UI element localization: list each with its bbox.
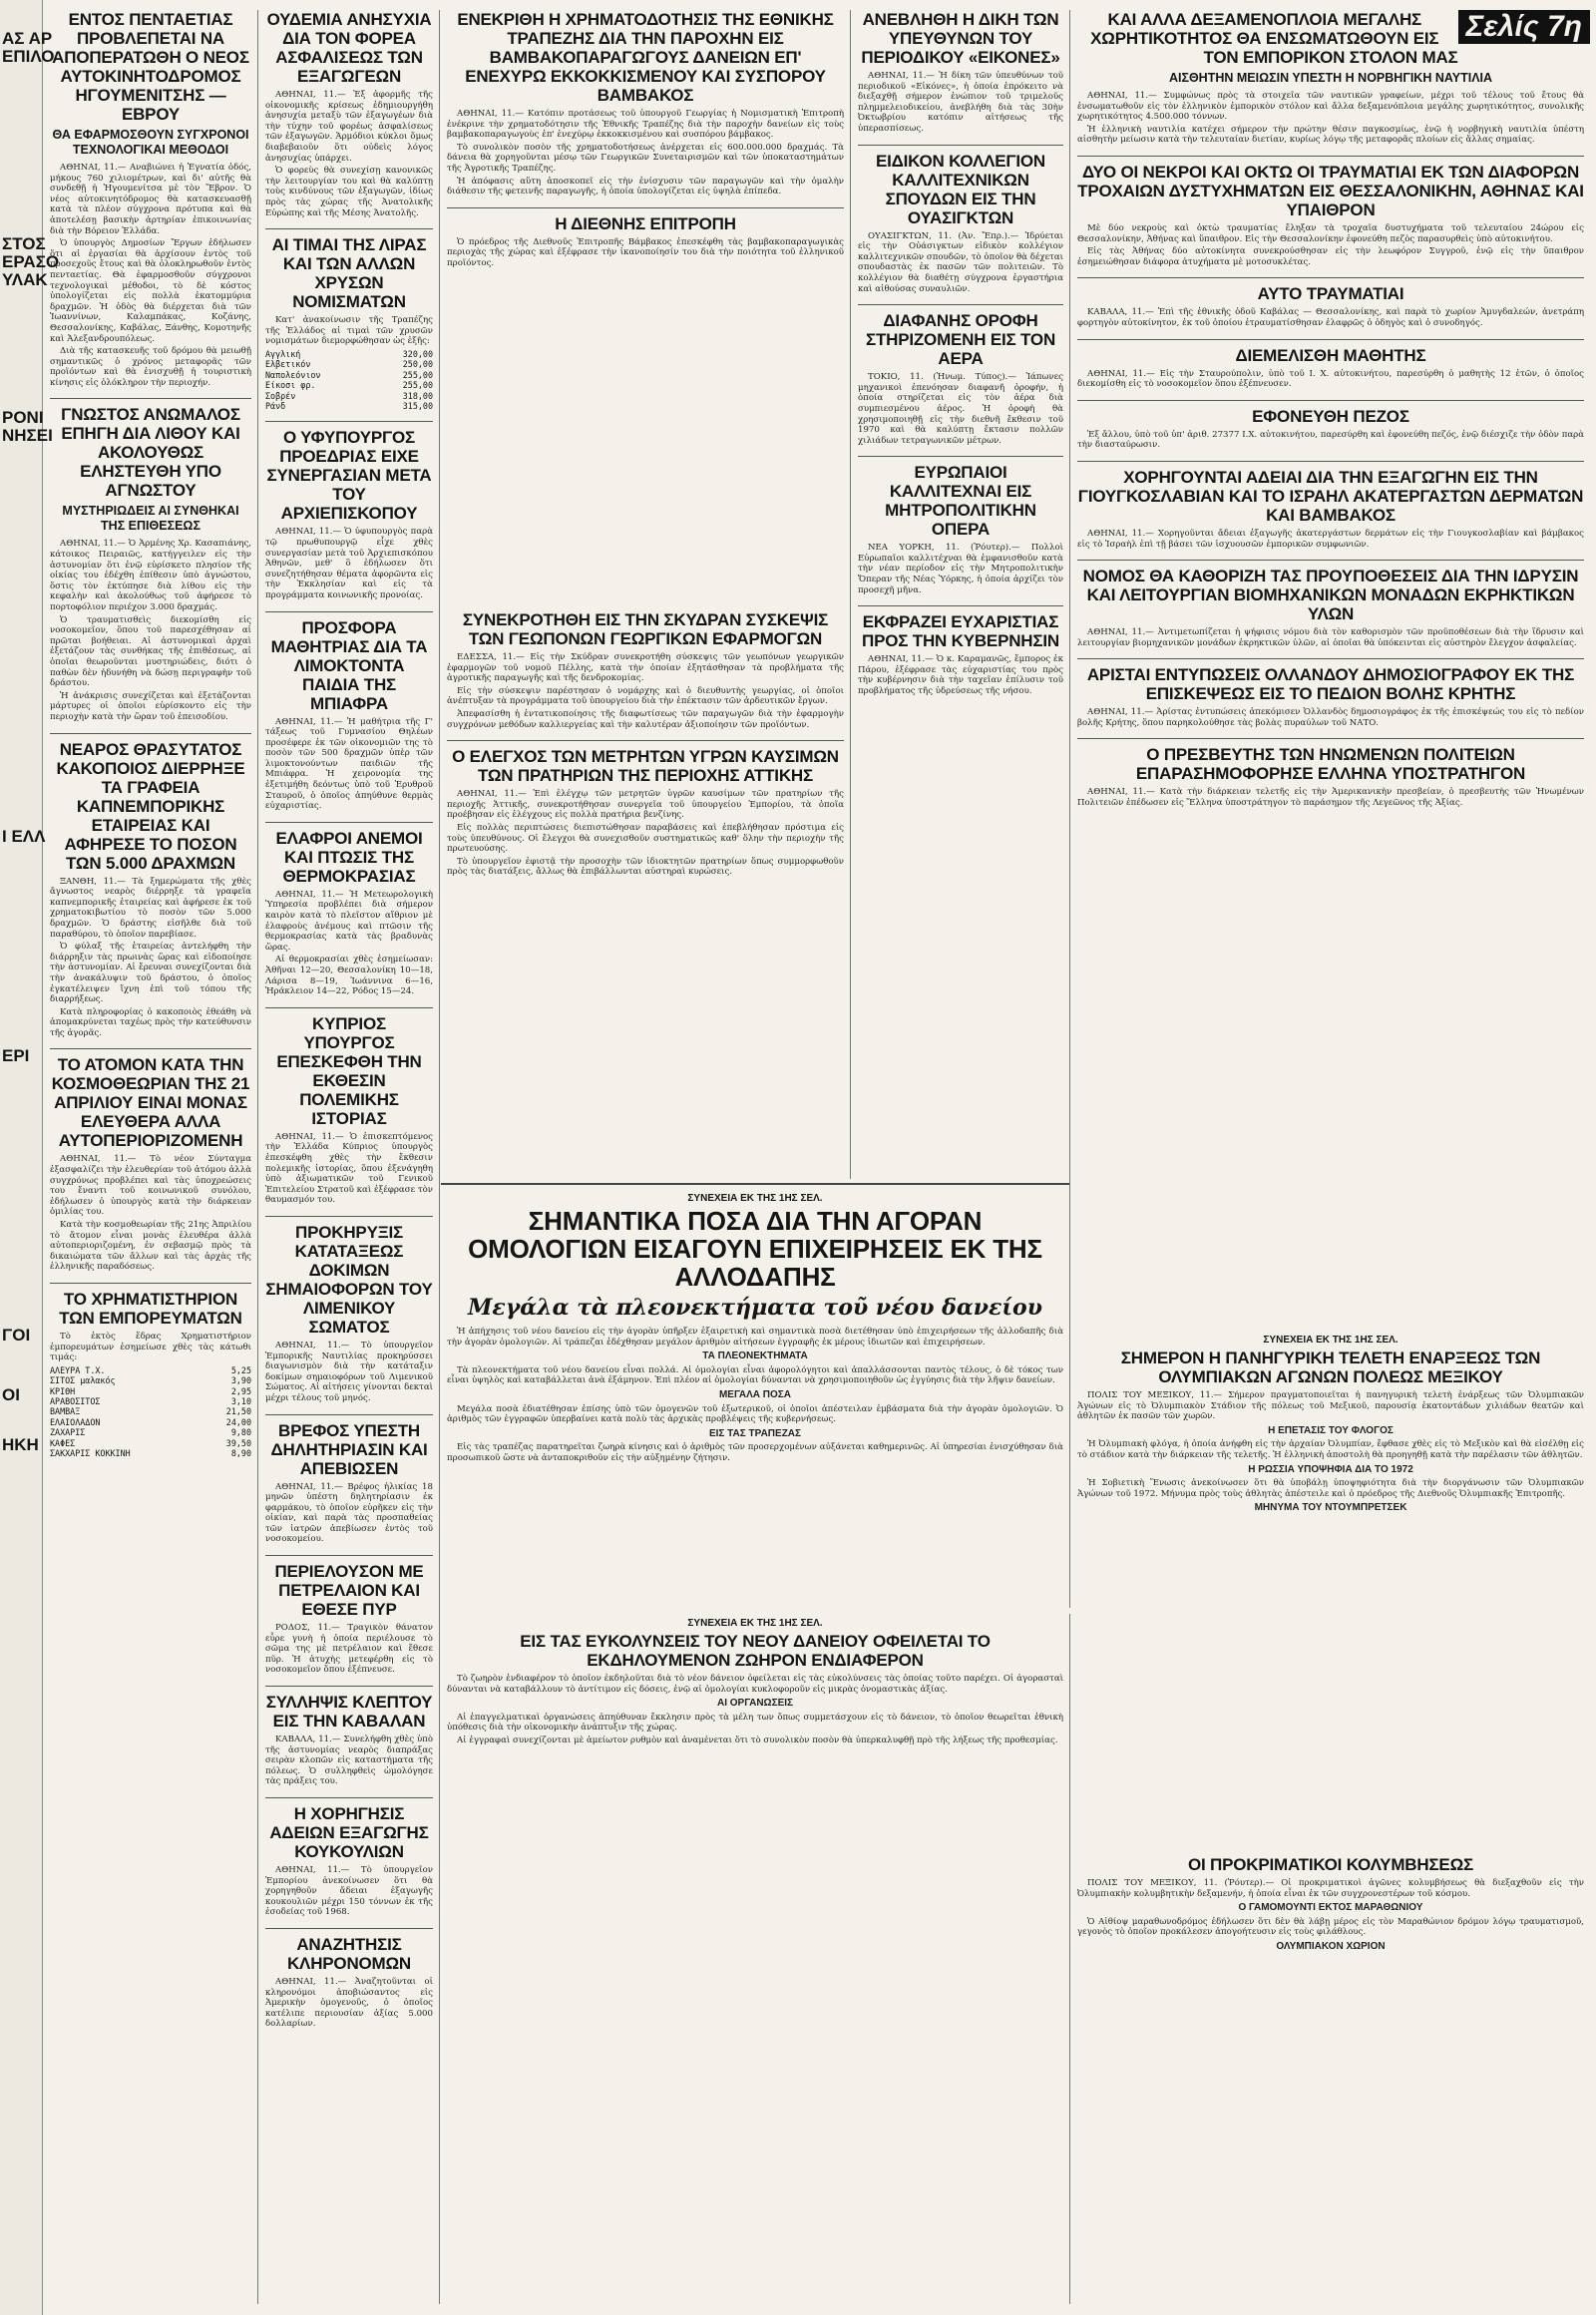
- rate-name: Ράνδ: [265, 400, 286, 411]
- section-heading: ΜΕΓΑΛΑ ΠΟΣΑ: [718, 1388, 792, 1400]
- article: [447, 740, 844, 878]
- article-paragraph: Τὸ ἐκτὸς ἕδρας Χρηματιστήριον ἐμπορευμάτων ἐσημείωσε χθὲς τὰς κάτωθι τιμάς:: [50, 1332, 251, 1363]
- article-paragraph: Μεγάλα ποσὰ ἐδιατέθησαν ἐπίσης ὑπὸ τῶν ὁμογενῶν τοῦ ἐξωτερικοῦ, οἱ ὁποῖοι ἀπέστειλαν ἐμβάσματα διὰ τὴν ἀγορὰν ὁμολογιῶν. Ὁ ἀριθμὸς τῶν ἐγγραφῶν ὑπερβαίνει κατὰ πολὺ τὰς ἀρχικὰς προβλέψεις τῆς κυβερνήσεως.: [447, 1403, 1063, 1425]
- rate-row: [50, 1417, 251, 1427]
- article-paragraph: ΑΘΗΝΑΙ, 11.— Τὸ ὑπουργεῖον Ἐμπορίου ἀνεκοίνωσεν ὅτι θὰ χορηγηθοῦν ἄδειαι ἐξαγωγῆς κουκουλιῶν μέχρι 150 τόννων ἐκ τῆς ἐσοδείας τοῦ 1968.: [265, 1865, 433, 1918]
- article-paragraph: ΞΑΝΘΗ, 11.— Τὰ ξημερώματα τῆς χθὲς ἄγνωστος νεαρὸς διέρρηξε τὰ γραφεῖα καπνεμπορικῆς ἑταιρείας καὶ ἀφήρεσε ἐκ τοῦ χρηματοκιβωτίου τὸ ποσὸν τῶν 5.000 δραχμῶν. Ὁ δράστης εἰσῆλθε διὰ τοῦ παραθύρου, τὸ ὁποῖον παρεβίασε.: [50, 876, 251, 940]
- article-subhead: ΘΑ ΕΦΑΡΜΟΣΘΟΥΝ ΣΥΓΧΡΟΝΟΙ ΤΕΧΝΟΛΟΓΙΚΑΙ ΜΕΘΟΔΟΙ: [52, 128, 249, 157]
- article: [50, 1283, 251, 1458]
- page-number-brand: Σελίς 7η: [1458, 10, 1590, 44]
- article-body: [1077, 1390, 1584, 1514]
- rate-name: Ελβετικόν: [265, 359, 311, 370]
- section-heading: Η ΕΠΕΤΑΣΙΣ ΤΟΥ ΦΛΟΓΟΣ: [1268, 1424, 1394, 1436]
- rate-value: 2,95: [230, 1385, 251, 1396]
- article-body: [265, 1623, 433, 1676]
- article-paragraph: Τὰ πλεονεκτήματα τοῦ νέου δανείου εἶναι πολλά. Αἱ ὁμολογίαι εἶναι ἀφορολόγητοι καὶ ἀπαλλάσσονται παντὸς τέλους, ὁ δὲ τόκος των εἶναι ὑψηλὸς καὶ καταβάλλεται ἀνὰ ἑξάμηνον. Ἐπὶ πλέον αἱ ὁμολογίαι δύνανται νὰ χρησιμοποιηθοῦν ὡς ἐγγύησις διὰ τὴν λῆψιν δανείων.: [447, 1364, 1063, 1386]
- article-body: [447, 109, 844, 197]
- edge-fragment: ΣΤΟΣ: [2, 234, 46, 253]
- article-body: [447, 652, 844, 730]
- article-body: [1077, 91, 1584, 146]
- article-headline: ΕΛΑΦΡΟΙ ΑΝΕΜΟΙ ΚΑΙ ΠΤΩΣΙΣ ΤΗΣ ΘΕΡΜΟΚΡΑΣΙΑΣ: [275, 828, 423, 886]
- article-headline: ΣΗΜΑΝΤΙΚΑ ΠΟΣΑ ΔΙΑ ΤΗΝ ΑΓΟΡΑΝ ΟΜΟΛΟΓΙΩΝ ΕΙΣΑΓΟΥΝ ΕΠΙΧΕΙΡΗΣΕΙΣ ΕΚ ΤΗΣ ΑΛΛΟΔΑΠΗΣ: [468, 1206, 1042, 1292]
- rate-value: 9,80: [230, 1427, 251, 1438]
- article-paragraph: ΑΘΗΝΑΙ, 11.— Εἰς τὴν Σταυρούπολιν, ὑπὸ τοῦ Ι. Χ. αὐτοκινήτου, παρεσύρθη ὁ μαθητὴς 12 ἐτῶν, ὁ ὁποῖος διεκομίσθη εἰς τὸ νοσοκομεῖον ὅπου ἐξέπνευσεν.: [1077, 368, 1584, 390]
- article: [858, 145, 1063, 295]
- article-paragraph: Ἡ Σοβιετικὴ Ἕνωσις ἀνεκοίνωσεν ὅτι θὰ ὑποβάλῃ ὑποψηφιότητα διὰ τὴν διοργάνωσιν τῶν Ὀλυμπιακῶν Ἀγώνων τοῦ 1972. Μήνυμα πρὸς τοὺς ἀθλητὰς ἀπέστειλε καὶ ὁ πρόεδρος τῆς Διεθνοῦς Ὀλυμπιακῆς Ἐπιτροπῆς.: [1077, 1478, 1584, 1499]
- section-heading: Ο ΓΑΜΟΜΟΥΝΤΙ ΕΚΤΟΣ ΜΑΡΑΘΩΝΙΟΥ: [1238, 1902, 1423, 1914]
- rate-row: [50, 1386, 251, 1396]
- article-paragraph: Ὁ Αἰθίοψ μαραθωνοδρόμος ἐδήλωσεν ὅτι δὲν θὰ λάβῃ μέρος εἰς τὸν Μαραθώνιον δρόμον λόγῳ τραυματισμοῦ, γεγονὸς τὸ ὁποῖον προκάλεσεν ἀπογοήτευσιν εἰς τοὺς φιλάθλους.: [1077, 1916, 1584, 1938]
- article: [265, 1216, 433, 1404]
- article-headline: ΚΑΙ ΑΛΛΑ ΔΕΞΑΜΕΝΟΠΛΟΙΑ ΜΕΓΑΛΗΣ ΧΩΡΗΤΙΚΟΤΗΤΟΣ ΘΑ ΕΝΣΩΜΑΤΩΘΟΥΝ ΕΙΣ ΤΟΝ ΕΜΠΟΡΙΚΟΝ ΣΤΟΛΟΝ ΜΑΣ: [1090, 10, 1458, 67]
- article-paragraph: ΑΘΗΝΑΙ, 11.— Κατόπιν προτάσεως τοῦ ὑπουργοῦ Γεωργίας ἡ Νομισματικὴ Ἐπιτροπὴ ἐνέκρινε τὴν χρηματοδότησιν τῆς Ἐθνικῆς Τραπέζης διὰ τὴν παροχὴν δανείων εἰς τοὺς βαμβακοπαραγωγοὺς ἐπ' ἐνεχύρῳ ἐκκοκκισμένου καὶ συσπόρου βάμβακος.: [447, 109, 844, 141]
- article-paragraph: Ἡ ἑλληνικὴ ναυτιλία κατέχει σήμερον τὴν πρώτην θέσιν παγκοσμίως, ἐνῷ ἡ νορβηγικὴ ναυτιλία ὑπέστη αἰσθητὴν μείωσιν κατὰ τὴν τελευταίαν διετίαν, κυρίως λόγῳ τῆς μεταφορᾶς πλοίων εἰς ἄλλας σημαίας.: [1077, 124, 1584, 146]
- rate-row: [265, 391, 433, 401]
- rate-value: 315,00: [402, 400, 433, 411]
- article: [447, 207, 844, 269]
- rate-name: ΑΛΕΥΡΑ Τ.Χ.: [50, 1364, 106, 1375]
- article: [1077, 339, 1584, 390]
- rate-value: 255,00: [402, 380, 433, 391]
- article-paragraph: Ὁ ὑπουργὸς Δημοσίων Ἔργων ἐδήλωσεν ὅτι αἱ ἐργασίαι θὰ ἀρχίσουν ἐντὸς τοῦ προσεχοῦς ἔτους καὶ θὰ ὁλοκληρωθοῦν ἐντὸς πενταετίας. Θὰ ἐφαρμοσθοῦν σύγχρονοι τεχνολογικαὶ μέθοδοι, τὸ δὲ κόστος ὑπολογίζεται εἰς πολλὰ ἑκατομμύρια δραχμῶν. Ἡ ὁδὸς θὰ διέρχεται διὰ τῶν Ἰωαννίνων, Καλαμπάκας, Κοζάνης, Θεσσαλονίκης, Καβάλας, Ξάνθης, Κομοτηνῆς καὶ Ἀλεξανδρουπόλεως.: [50, 238, 251, 344]
- edge-fragment: Ι ΕΛΛ: [2, 827, 46, 846]
- article-paragraph: ΚΑΒΑΛΑ, 11.— Ἐπὶ τῆς ἐθνικῆς ὁδοῦ Καβάλας — Θεσσαλονίκης, καὶ παρὰ τὸ χωρίον Ἀμυγδαλεών, ἀνετράπη φορτηγὸν αὐτοκίνητον, ἐκ τοῦ ὁποίου ἐτραυματίσθησαν ἐλαφρῶς ὁ ὁδηγὸς καὶ ὁ συνοδηγός.: [1077, 307, 1584, 328]
- article-body: [1077, 430, 1584, 451]
- rate-value: 318,00: [402, 390, 433, 401]
- column-5-upper: [852, 10, 1070, 1189]
- article-body: [1077, 223, 1584, 267]
- article-headline: ΝΟΜΟΣ ΘΑ ΚΑΘΟΡΙΖΗ ΤΑΣ ΠΡΟΥΠΟΘΕΣΕΙΣ ΔΙΑ ΤΗΝ ΙΔΡΥΣΙΝ ΚΑΙ ΛΕΙΤΟΥΡΓΙΑΝ ΒΙΟΜΗΧΑΝΙΚΩΝ ΜΟΝΑΔΩΝ ΕΚΡΗΚΤΙΚΩΝ ΥΛΩΝ: [1082, 567, 1579, 624]
- article-paragraph: Αἱ ἐπαγγελματικαὶ ὀργανώσεις ἀπηύθυναν ἔκκλησιν πρὸς τὰ μέλη των ὅπως συμμετάσχουν εἰς τὸ δάνειον, τὸ ὁποῖον θεωρεῖται ἐθνικὴ ὑπόθεσις διὰ τὴν οἰκονομικὴν ἀνάπτυξιν τῆς χώρας.: [447, 1712, 1063, 1734]
- article-body: [265, 90, 433, 218]
- article-headline: ΕΦΟΝΕΥΘΗ ΠΕΖΟΣ: [1252, 406, 1409, 426]
- article-paragraph: Διὰ τῆς κατασκευῆς τοῦ δρόμου θὰ μειωθῇ σημαντικῶς ὁ χρόνος μεταφορᾶς τῶν προϊόντων καὶ θὰ ἐνισχυθῇ ἡ τουριστικὴ κίνησις εἰς ὁλόκληρον τὴν περιοχήν.: [50, 346, 251, 388]
- article-body: [1077, 529, 1584, 550]
- article-body: [50, 539, 251, 722]
- article-body: [265, 527, 433, 600]
- article-body: [858, 231, 1063, 295]
- column-3-4-lower: [441, 610, 851, 1179]
- article-body: [265, 1132, 433, 1206]
- article-body: [50, 877, 251, 1039]
- edge-fragment: ΟΙ: [2, 1385, 20, 1404]
- article-headline: ΝΕΑΡΟΣ ΘΡΑΣΥΤΑΤΟΣ ΚΑΚΟΠΟΙΟΣ ΔΙΕΡΡΗΞΕ ΤΑ ΓΡΑΦΕΙΑ ΚΑΠΝΕΜΠΟΡΙΚΗΣ ΕΤΑΙΡΕΙΑΣ ΚΑΙ ΑΦΗΡΕΣΕ ΤΟ ΠΟΣΟΝ ΤΩΝ 5.000 ΔΡΑΧΜΩΝ: [56, 739, 245, 873]
- article-paragraph: Ὁ φορεὺς θὰ συνεχίσῃ κανονικῶς τὴν λειτουργίαν του καὶ θὰ καλύπτῃ τοὺς κινδύνους τῶν ἐξαγωγῶν, ἰδίως πρὸς τὰς χώρας τῆς Ἀνατολικῆς Εὐρώπης καὶ τῆς Μέσης Ἀνατολῆς.: [265, 166, 433, 218]
- rate-value: 8,90: [230, 1448, 251, 1459]
- article-body: [1077, 627, 1584, 648]
- rate-name: ΣΙΤΟΣ μαλακός: [50, 1375, 116, 1386]
- column-1: [44, 10, 258, 2304]
- article: [265, 1928, 433, 2030]
- article: [1077, 400, 1584, 451]
- article: [265, 822, 433, 997]
- article-body: [50, 1332, 251, 1363]
- section-heading: Η ΡΩΣΣΙΑ ΥΠΟΨΗΦΙΑ ΔΙΑ ΤΟ 1972: [1248, 1463, 1413, 1475]
- edge-fragment: ΡΟΝΙ: [2, 408, 44, 427]
- article-paragraph: ΑΘΗΝΑΙ, 11.— Ἡ δίκη τῶν ὑπευθύνων τοῦ περιοδικοῦ «Εἰκόνες», ἡ ὁποία ἐπρόκειτο νὰ διεξαχθῇ σήμερον ἐνώπιον τοῦ τριμελοῦς πλημμελειοδικείου, ἀνεβλήθη διὰ τὰς 30ὴν Ὀκτωβρίου κατόπιν αἰτήσεως τῆς ὑπερασπίσεως.: [858, 71, 1063, 134]
- section-heading: ΤΑ ΠΛΕΟΝΕΚΤΗΜΑΤΑ: [702, 1350, 808, 1362]
- article-headline: ΑΙ ΤΙΜΑΙ ΤΗΣ ΛΙΡΑΣ ΚΑΙ ΤΩΝ ΑΛΛΩΝ ΧΡΥΣΩΝ ΝΟΜΙΣΜΑΤΩΝ: [271, 235, 427, 312]
- rate-value: 255,00: [402, 369, 433, 380]
- article-paragraph: ΤΟΚΙΟ, 11. (Ἠνωμ. Τύπος).— Ἰάπωνες μηχανικοὶ ἐπενόησαν διαφανῆ ὀροφήν, ἡ ὁποία στηρίζεται εἰς τὸν ἀέρα διὰ συμπιεσμένου ἀέρος. Ἡ ὀροφὴ θὰ χρησιμοποιηθῇ εἰς τὴν διεθνῆ ἔκθεσιν τοῦ 1970 καὶ θὰ καλύπτῃ ἔκτασιν πολλῶν χιλιάδων τετραγωνικῶν μέτρων.: [858, 372, 1063, 446]
- article: [858, 456, 1063, 595]
- rate-name: ΕΛΑΙΟΛΑΔΟΝ: [50, 1416, 101, 1427]
- column-3-4-upper: [441, 10, 851, 610]
- section-heading: ΜΗΝΥΜΑ ΤΟΥ ΝΤΟΥΜΠΡΕΤΣΕΚ: [1254, 1502, 1407, 1514]
- article-paragraph: Ὁ τραυματισθεὶς διεκομίσθη εἰς νοσοκομεῖον, ὅπου τοῦ παρεσχέθησαν αἱ πρῶται βοήθειαι. Αἱ ἀστυνομικαὶ ἀρχαὶ ἐξετάζουν τὰς συνθήκας τῆς ἐπιθέσεως, αἱ ὁποῖαι θεωροῦνται μυστηριώδεις, διότι ὁ παθὼν δὲν ἠδυνήθη νὰ δώσῃ περιγραφὴν τοῦ δράστου.: [50, 614, 251, 689]
- article: [1077, 1335, 1584, 1514]
- article-headline: ΕΙΣ ΤΑΣ ΕΥΚΟΛΥΝΣΕΙΣ ΤΟΥ ΝΕΟΥ ΔΑΝΕΙΟΥ ΟΦΕΙΛΕΤΑΙ ΤΟ ΕΚΔΗΛΟΥΜΕΝΟΝ ΖΩΗΡΟΝ ΕΝΔΙΑΦΕΡΟΝ: [520, 1632, 991, 1670]
- article-headline: ΤΟ ΑΤΟΜΟΝ ΚΑΤΑ ΤΗΝ ΚΟΣΜΟΘΕΩΡΙΑΝ ΤΗΣ 21 ΑΠΡΙΛΙΟΥ ΕΙΝΑΙ ΜΟΝΑΣ ΕΛΕΥΘΕΡΑ ΑΛΛΑ ΑΥΤΟΠΕΡΙΟΡΙΖΟΜΕΝΗ: [51, 1055, 250, 1151]
- column-6: [1071, 10, 1590, 1327]
- article-paragraph: Εἰς τὴν σύσκεψιν παρέστησαν ὁ νομάρχης καὶ ὁ διευθυντὴς γεωργίας, οἱ ὁποῖοι ἀνέπτυξαν τὰ προγράμματα τοῦ ὑπουργείου διὰ τὴν ἐπέκτασιν τῶν ἀρδευτικῶν ἔργων.: [447, 685, 844, 707]
- section-heading: ΟΛΥΜΠΙΑΚΟΝ ΧΩΡΙΟΝ: [1276, 1940, 1386, 1952]
- article: [50, 398, 251, 722]
- story-loan-interest: [441, 1614, 1070, 2304]
- article-headline: ΠΡΟΚΗΡΥΞΙΣ ΚΑΤΑΤΑΞΕΩΣ ΔΟΚΙΜΩΝ ΣΗΜΑΙΟΦΟΡΩΝ ΤΟΥ ΛΙΜΕΝΙΚΟΥ ΣΩΜΑΤΟΣ: [265, 1222, 433, 1337]
- article-paragraph: ΑΘΗΝΑΙ, 11.— Ὁ ὑφυπουργὸς παρὰ τῷ πρωθυπουργῷ εἶχε χθὲς συνεργασίαν μετὰ τοῦ Ἀρχιεπισκόπου Ἀθηνῶν, μεθ' ὃ ἐδήλωσεν ὅτι συνεζητήθησαν θέματα ἀφορῶντα εἰς τὴν Ἐκκλησίαν καὶ εἰς τὰ προγράμματα κοινωνικῆς προνοίας.: [265, 527, 433, 600]
- edge-fragment: ΝΗΣΕΙ: [2, 426, 53, 445]
- rate-value: 21,50: [225, 1406, 251, 1417]
- article-dateline: ΣΥΝΕΧΕΙΑ ΕΚ ΤΗΣ 1ΗΣ ΣΕΛ.: [1263, 1335, 1398, 1346]
- story-olympics: [1071, 1331, 1590, 1849]
- edge-fragment: ΕΡΙ: [2, 1046, 30, 1065]
- article-body: [858, 654, 1063, 696]
- article-body: [50, 163, 251, 388]
- wide-story-loans: [441, 1183, 1069, 1185]
- article-headline: ΣΗΜΕΡΟΝ Η ΠΑΝΗΓΥΡΙΚΗ ΤΕΛΕΤΗ ΕΝΑΡΞΕΩΣ ΤΩΝ ΟΛΥΜΠΙΑΚΩΝ ΑΓΩΝΩΝ ΠΟΛΕΩΣ ΜΕΞΙΚΟΥ: [1120, 1349, 1541, 1386]
- article-body: [858, 372, 1063, 446]
- article-dateline: ΣΥΝΕΧΕΙΑ ΕΚ ΤΗΣ 1ΗΣ ΣΕΛ.: [687, 1193, 823, 1204]
- edge-fragment: ΕΡΑΣΟ: [2, 252, 60, 271]
- article-headline: ΑΝΕΒΛΗΘΗ Η ΔΙΚΗ ΤΩΝ ΥΠΕΥΘΥΝΩΝ ΤΟΥ ΠΕΡΙΟΔΙΚΟΥ «ΕΙΚΟΝΕΣ»: [861, 10, 1060, 67]
- edge-fragment: ΕΠΙΛΟ: [2, 47, 55, 66]
- rate-row: [50, 1365, 251, 1375]
- section-heading: ΑΙ ΟΡΓΑΝΩΣΕΙΣ: [716, 1698, 794, 1710]
- article: [50, 733, 251, 1039]
- rate-table: [265, 349, 433, 411]
- rate-name: Αγγλική: [265, 348, 301, 359]
- article-body: [1077, 787, 1584, 808]
- article-headline: ΕΝΤΟΣ ΠΕΝΤΑΕΤΙΑΣ ΠΡΟΒΛΕΠΕΤΑΙ ΝΑ ΑΠΟΠΕΡΑΤΩΘΗ Ο ΝΕΟΣ ΑΥΤΟΚΙΝΗΤΟΔΡΟΜΟΣ ΗΓΟΥΜΕΝΙΤΣΗΣ — ΕΒΡΟΥ: [52, 10, 249, 124]
- rate-value: 24,00: [225, 1416, 251, 1427]
- article-paragraph: Ἐξ ἄλλου, ὑπὸ τοῦ ὑπ' ἀριθ. 27377 Ι.Χ. αὐτοκινήτου, παρεσύρθη καὶ ἐφονεύθη πεζός, ἐνῷ διέσχιζε τὴν ὁδὸν παρὰ τὴν διασταύρωσιν.: [1077, 429, 1584, 451]
- article-paragraph: ΑΘΗΝΑΙ, 11.— Ὁ Ἀρμένης Χρ. Κασαπιάνης, κάτοικος Πειραιῶς, κατήγγειλεν εἰς τὴν ἀστυνομίαν ὅτι ἐνῷ εὑρίσκετο πλησίον τῆς οἰκίας του ἐδέχθη ἐπίθεσιν ὑπὸ ἀγνώστου, ὅστις τὸν ἐκτύπησε διὰ λίθου εἰς τὴν κεφαλὴν καὶ ἀκολούθως τοῦ ἀφήρεσε τὸ πορτοφόλιον περιέχον 3.000 δραχμάς.: [50, 539, 251, 613]
- article-paragraph: Κατὰ τὴν κοσμοθεωρίαν τῆς 21ης Ἀπριλίου τὸ ἄτομον εἶναι μονὰς ἐλευθέρα ἀλλὰ αὐτοπεριοριζομένη, ἐν σεβασμῷ πρὸς τὰ δικαιώματα τῶν ἄλλων καὶ τὰς ἀρχὰς τῆς ἑλληνικῆς παραδόσεως.: [50, 1220, 251, 1273]
- article: [447, 1618, 1063, 1746]
- article: [1077, 277, 1584, 328]
- article: [1077, 156, 1584, 267]
- article-paragraph: ΑΘΗΝΑΙ, 11.— Ἀντιμετωπίζεται ἡ ψήφισις νόμου διὰ τὸν καθορισμὸν τῶν προϋποθέσεων διὰ τὴν ἵδρυσιν καὶ λειτουργίαν βιομηχανικῶν μονάδων ἐκρηκτικῶν ὑλῶν, αἱ ὁποῖαι θὰ ὑπόκεινται εἰς αὐστηρὸν ἔλεγχον ἀσφαλείας.: [1077, 627, 1584, 648]
- article-paragraph: Εἰς τὰς Ἀθήνας δύο αὐτοκίνητα συνεκρούσθησαν εἰς τὴν λεωφόρον Συγγροῦ, ἐνῷ εἰς τὴν ὕπαιθρον ἐσημειώθησαν διάφορα ἀτυχήματα μὲ μοτοσυκλέτας.: [1077, 246, 1584, 267]
- article-paragraph: ΑΘΗΝΑΙ, 11.— Ἡ μαθήτρια τῆς Γ' τάξεως τοῦ Γυμνασίου Θηλέων προσέφερε ἐκ τῶν οἰκονομιῶν της τὸ ποσὸν τῶν 500 δραχμῶν ὑπὲρ τῶν λιμοκτονούντων παιδιῶν τῆς Μπιάφρα. Ἡ χειρονομία της ἐξετιμήθη δεόντως ὑπὸ τοῦ Ἐρυθροῦ Σταυροῦ, ὁ ὁποῖος ἀπηύθυνε θερμὰς εὐχαριστίας.: [265, 716, 433, 812]
- rate-name: ΚΡΙΘΗ: [50, 1385, 76, 1396]
- article-body: [265, 890, 433, 997]
- article-body: [858, 543, 1063, 595]
- article: [1077, 1855, 1584, 1953]
- article: [265, 1007, 433, 1206]
- rate-value: 39,50: [225, 1437, 251, 1448]
- rate-name: ΒΑΜΒΑΞ: [50, 1406, 81, 1417]
- article: [1077, 461, 1584, 550]
- article-paragraph: ΡΟΔΟΣ, 11.— Τραγικὸν θάνατον εὗρε γυνὴ ἡ ὁποία περιέλουσε τὸ σῶμα της μὲ πετρέλαιον καὶ ἔθεσε πῦρ. Ἡ ἀτυχὴς μετεφέρθη εἰς τὸ νοσοκομεῖον ὅπου ἐξέπνευσε.: [265, 1623, 433, 1676]
- article: [265, 228, 433, 411]
- article-headline: ΚΥΠΡΙΟΣ ΥΠΟΥΡΓΟΣ ΕΠΕΣΚΕΦΘΗ ΤΗΝ ΕΚΘΕΣΙΝ ΠΟΛΕΜΙΚΗΣ ΙΣΤΟΡΙΑΣ: [276, 1013, 422, 1128]
- article-paragraph: ΑΘΗΝΑΙ, 11.— Τὸ ὑπουργεῖον Ἐμπορικῆς Ναυτιλίας προκηρύσσει διαγωνισμὸν διὰ τὴν κατάταξιν δοκίμων σημαιοφόρων τοῦ Λιμενικοῦ Σώματος. Αἱ αἰτήσεις γίνονται δεκταὶ μέχρι τέλους τοῦ μηνός.: [265, 1340, 433, 1403]
- article: [265, 421, 433, 600]
- article-paragraph: ΑΘΗΝΑΙ, 11.— Ἐπὶ ἐλέγχῳ τῶν μετρητῶν ὑγρῶν καυσίμων τῶν πρατηρίων τῆς περιοχῆς Ἀττικῆς, συνεκροτήθησαν συνεργεῖα τοῦ ὑπουργείου Ἐμπορίου, τὰ ὁποῖα προέβησαν εἰς ἐλέγχους εἰς πολλὰ πρατήρια βενζίνης.: [447, 789, 844, 821]
- adjacent-page-edge: [0, 0, 60, 2315]
- article-body: [265, 717, 433, 812]
- article-headline: Η ΔΙΕΘΝΗΣ ΕΠΙΤΡΟΠΗ: [555, 213, 736, 233]
- edge-fragment: ΑΣ ΑΡ: [2, 29, 53, 48]
- article: [265, 1797, 433, 1918]
- edge-fragment: ΥΛΑΚ: [2, 270, 48, 289]
- article-paragraph: Μὲ δύο νεκροὺς καὶ ὀκτὼ τραυματίας ἔληξαν τὰ τροχαῖα δυστυχήματα τοῦ τελευταίου 24ώρου εἰς Θεσσαλονίκην, Ἀθήνας καὶ ὕπαιθρον. Εἰς τὴν Θεσσαλονίκην ἐφονεύθη πεζὸς παρασυρθεὶς ὑπὸ αὐτοκινήτου.: [1077, 222, 1584, 244]
- article-paragraph: Τὸ ζωηρὸν ἐνδιαφέρον τὸ ὁποῖον ἐκδηλοῦται διὰ τὸ νέον δάνειον ὀφείλεται εἰς τὰς εὐκολύνσεις τὰς ὁποίας τοῦτο παρέχει. Οἱ ἀγορασταὶ δύνανται νὰ καταβάλλουν τὸ ἀντίτιμον εἰς δόσεις, ἐνῷ αἱ ὁμολογίαι κυκλοφοροῦν εἰς μικρὰς ὀνομαστικὰς ἀξίας.: [447, 1674, 1063, 1695]
- article-paragraph: ΑΘΗΝΑΙ, 11.— Κατὰ τὴν διάρκειαν τελετῆς εἰς τὴν Ἀμερικανικὴν πρεσβείαν, ὁ πρεσβευτὴς τῶν Ἡνωμένων Πολιτειῶν ἐπέδωσεν εἰς Ἕλληνα ὑποστράτηγον τὸ παράσημον τῆς Λεγεῶνος τῆς Ἀξίας.: [1077, 787, 1584, 809]
- article-headline: ΑΡΙΣΤΑΙ ΕΝΤΥΠΩΣΕΙΣ ΟΛΛΑΝΔΟΥ ΔΗΜΟΣΙΟΓΡΑΦΟΥ ΕΚ ΤΗΣ ΕΠΙΣΚΕΨΕΩΣ ΕΙΣ ΤΟ ΠΕΔΙΟΝ ΒΟΛΗΣ ΚΡΗΤΗΣ: [1086, 665, 1575, 704]
- article-subhead: Μεγάλα τὰ πλεονεκτήματα τοῦ νέου δανείου: [468, 1295, 1042, 1321]
- article-paragraph: ΚΑΒΑΛΑ, 11.— Συνελήφθη χθὲς ὑπὸ τῆς ἀστυνομίας νεαρὸς διαπράξας σειρὰν κλοπῶν εἰς καταστήματα τῆς πόλεως. Ὁ συλληφθεὶς ὡμολόγησε τὰς πράξεις του.: [265, 1735, 433, 1787]
- article: [858, 605, 1063, 696]
- rate-name: ΣΑΚΧΑΡΙΣ ΚΟΚΚΙΝΗ: [50, 1448, 131, 1459]
- rate-value: 320,00: [402, 348, 433, 359]
- article-paragraph: ΑΘΗΝΑΙ, 11.— Ἀρίστας ἐντυπώσεις ἀπεκόμισεν Ὁλλανδὸς δημοσιογράφος ἐκ τῆς ἐπισκέψεώς του εἰς τὸ πεδίον βολῆς Κρήτης, ὅπου παρηκολούθησε τὰς βολὰς πυραύλων τοῦ ΝΑΤΟ.: [1077, 707, 1584, 728]
- rate-name: Σοβρέν: [265, 390, 296, 401]
- article-headline: ΑΝΑΖΗΤΗΣΙΣ ΚΛΗΡΟΝΟΜΩΝ: [286, 1934, 412, 1973]
- article-paragraph: Ἡ Ὀλυμπιακὴ φλόγα, ἡ ὁποία ἀνήφθη εἰς τὴν ἀρχαίαν Ὀλυμπίαν, ἔφθασε χθὲς εἰς τὸ Μεξικὸν καὶ θὰ εἰσέλθῃ εἰς τὸ στάδιον κατὰ τὴν διάρκειαν τῆς τελετῆς. Ἡ ἑλληνικὴ ἀποστολὴ θὰ προηγηθῇ κατὰ τὴν παρέλασιν τῶν ἀθλητῶν.: [1077, 1439, 1584, 1460]
- article-paragraph: Εἰς πολλὰς περιπτώσεις διεπιστώθησαν παραβάσεις καὶ ἐπεβλήθησαν πρόστιμα εἰς τοὺς ὑπευθύνους. Οἱ ἔλεγχοι θὰ συνεχισθοῦν συστηματικῶς καθ' ὅλην τὴν περιοχὴν τῆς πρωτευούσης.: [447, 822, 844, 855]
- article-headline: ΓΝΩΣΤΟΣ ΑΝΩΜΑΛΟΣ ΕΠΗΓΗ ΔΙΑ ΛΙΘΟΥ ΚΑΙ ΑΚΟΛΟΥΘΩΣ ΕΛΗΣΤΕΥΘΗ ΥΠΟ ΑΓΝΩΣΤΟΥ: [61, 405, 240, 501]
- rate-value: 250,00: [402, 359, 433, 370]
- rate-value: 5,25: [230, 1364, 251, 1375]
- article: [858, 10, 1063, 135]
- article-headline: Η ΧΟΡΗΓΗΣΙΣ ΑΔΕΙΩΝ ΕΞΑΓΩΓΗΣ ΚΟΥΚΟΥΛΙΩΝ: [269, 1804, 429, 1861]
- article-body: [265, 1482, 433, 1546]
- article-paragraph: ΑΘΗΝΑΙ, 11.— Τὸ νέον Σύνταγμα ἐξασφαλίζει τὴν ἐλευθερίαν τοῦ ἀτόμου ἀλλὰ συγχρόνως προβλέπει καὶ τὰς ὑποχρεώσεις του ἔναντι τοῦ κοινωνικοῦ συνόλου, ἐδήλωσεν ὁ ὑπουργὸς κατὰ τὴν διάρκειαν ὁμιλίας του.: [50, 1154, 251, 1218]
- article-headline: ΔΥΟ ΟΙ ΝΕΚΡΟΙ ΚΑΙ ΟΚΤΩ ΟΙ ΤΡΑΥΜΑΤΙΑΙ ΕΚ ΤΩΝ ΔΙΑΦΟΡΩΝ ΤΡΟΧΑΙΩΝ ΔΥΣΤΥΧΗΜΑΤΩΝ ΕΙΣ ΘΕΣΣΑΛΟΝΙΚΗΝ, ΑΘΗΝΑΣ ΚΑΙ ΥΠΑΙΘΡΟΝ: [1077, 162, 1584, 219]
- edge-fragment: ΓΟΙ: [2, 1326, 31, 1345]
- article-body: [265, 1735, 433, 1787]
- article: [50, 10, 251, 388]
- article-body: [265, 315, 433, 347]
- article-paragraph: Αἱ ἐγγραφαὶ συνεχίζονται μὲ ἀμείωτον ρυθμὸν καὶ ἀναμένεται ὅτι τὸ συνολικὸν ποσὸν θὰ ὑπερκαλυφθῇ πρὸ τῆς λήξεως τῆς προθεσμίας.: [457, 1735, 1058, 1745]
- rate-row: [265, 359, 433, 369]
- article-headline: ΤΟ ΧΡΗΜΑΤΙΣΤΗΡΙΟΝ ΤΩΝ ΕΜΠΟΡΕΥΜΑΤΩΝ: [59, 1290, 242, 1328]
- article-body: [265, 1865, 433, 1918]
- article-paragraph: Ἡ ἀπόφασις αὕτη ἀποσκοπεῖ εἰς τὴν ἐνίσχυσιν τῶν παραγωγῶν καὶ τὴν ὁμαλὴν διάθεσιν τῆς φετεινῆς παραγωγῆς, ἡ ὁποία ὑπολογίζεται εἰς ὑψηλὰ ἐπίπεδα.: [447, 176, 844, 197]
- article-body: [265, 1341, 433, 1404]
- article-subhead: ΑΙΣΘΗΤΗΝ ΜΕΙΩΣΙΝ ΥΠΕΣΤΗ Η ΝΟΡΒΗΓΙΚΗ ΝΑΥΤΙΛΙΑ: [1168, 71, 1493, 85]
- article: [1077, 738, 1584, 808]
- article-headline: ΠΕΡΙΕΛΟΥΣΟΝ ΜΕ ΠΕΤΡΕΛΑΙΟΝ ΚΑΙ ΕΘΕΣΕ ΠΥΡ: [274, 1562, 424, 1620]
- rate-row: [50, 1406, 251, 1416]
- story-foreign-bonds: [441, 1189, 1070, 1608]
- article-headline: ΕΚΦΡΑΖΕΙ ΕΥΧΑΡΙΣΤΙΑΣ ΠΡΟΣ ΤΗΝ ΚΥΒΕΡΝΗΣΙΝ: [862, 612, 1059, 651]
- article-body: [265, 1977, 433, 2030]
- column-2: [259, 10, 440, 2304]
- article-body: [447, 789, 844, 878]
- article-paragraph: ΑΘΗΝΑΙ, 11.— Ἡ Μετεωρολογικὴ Ὑπηρεσία προβλέπει διὰ σήμερον καιρὸν κατὰ τὸ πλεῖστον αἴθριον μὲ ἐλαφροὺς ἀνέμους καὶ πτῶσιν τῆς θερμοκρασίας κατὰ τὰς βραδυνὰς ὥρας.: [265, 889, 433, 953]
- article-body: [1077, 369, 1584, 390]
- article-body: [447, 1327, 1063, 1464]
- article-headline: ΒΡΕΦΟΣ ΥΠΕΣΤΗ ΔΗΛΗΤΗΡΙΑΣΙΝ ΚΑΙ ΑΠΕΒΙΩΣΕΝ: [270, 1420, 428, 1478]
- article-body: [1077, 1878, 1584, 1953]
- article-paragraph: Τὸ συνολικὸν ποσὸν τῆς χρηματοδοτήσεως ἀνέρχεται εἰς 600.000.000 δραχμάς. Τὰ δάνεια θὰ χορηγοῦνται μέσῳ τῶν Γεωργικῶν Συνεταιρισμῶν καὶ τῶν ὑποκαταστημάτων τῆς Ἀγροτικῆς Τραπέζης.: [447, 142, 844, 174]
- rate-name: ΑΡΑΒΟΣΙΤΟΣ: [50, 1396, 101, 1406]
- article-dateline: ΣΥΝΕΧΕΙΑ ΕΚ ΤΗΣ 1ΗΣ ΣΕΛ.: [687, 1618, 823, 1629]
- edge-fragment: ΗΚΗ: [2, 1435, 39, 1454]
- rate-table: [50, 1365, 251, 1459]
- article-headline: Ο ΕΛΕΓΧΟΣ ΤΩΝ ΜΕΤΡΗΤΩΝ ΥΓΡΩΝ ΚΑΥΣΙΜΩΝ ΤΩΝ ΠΡΑΤΗΡΙΩΝ ΤΗΣ ΠΕΡΙΟΧΗΣ ΑΤΤΙΚΗΣ: [452, 747, 839, 786]
- article-paragraph: Εἰς τὰς τραπέζας παρατηρεῖται ζωηρὰ κίνησις καὶ ὁ ἀριθμὸς τῶν προσερχομένων αὐξάνεται καθημερινῶς. Αἱ ὑπηρεσίαι ἐνισχύθησαν διὰ προσωπικοῦ ὥστε νὰ ἀνταποκριθοῦν εἰς τὴν αὐξημένην ζήτησιν.: [447, 1442, 1063, 1463]
- article-paragraph: Τὸ ὑπουργεῖον ἐφιστᾷ τὴν προσοχὴν τῶν ἰδιοκτητῶν πρατηρίων ὅπως συμμορφωθοῦν πρὸς τὰς διατάξεις, ἄλλως θὰ ἐπιβάλλωνται αὐστηραὶ κυρώσεις.: [447, 856, 844, 878]
- article: [447, 10, 844, 197]
- article-paragraph: Ἡ ἀπήχησις τοῦ νέου δανείου εἰς τὴν ἀγορὰν ὑπῆρξεν ἐξαιρετικὴ καὶ σημαντικὰ ποσὰ διετέθησαν ὑπὸ ἐπιχειρήσεων τῆς ἀλλοδαπῆς διὰ τὴν ἀγορὰν ὁμολογιῶν. Αἱ τράπεζαι ἐδέχθησαν μεγάλον ἀριθμὸν αἰτήσεων ἐγγραφῆς ἐκ μέρους ἰδιωτῶν καὶ ἐπιχειρήσεων.: [447, 1327, 1063, 1348]
- article-paragraph: ΝΕΑ ΥΟΡΚΗ, 11. (Ῥόυτερ).— Πολλοὶ Εὐρωπαῖοι καλλιτέχναι θὰ ἐμφανισθοῦν κατὰ τὴν νέαν περίοδον εἰς τὴν Μητροπολιτικὴν Ὄπεραν τῆς Νέας Ὑόρκης, ἡ ὁποία ἀρχίζει τὸν προσεχῆ μῆνα.: [858, 543, 1063, 595]
- article-paragraph: Ὁ πρόεδρος τῆς Διεθνοῦς Ἐπιτροπῆς Βάμβακος ἐπεσκέφθη τὰς βαμβακοπαραγωγικὰς περιοχὰς τῆς χώρας καὶ ἐξέφρασε τὴν ἱκανοποίησίν του διὰ τὴν ποιότητα τοῦ ἑλληνικοῦ προϊόντος.: [447, 236, 844, 268]
- article-headline: ΑΥΤΟ ΤΡΑΥΜΑΤΙΑΙ: [1257, 284, 1404, 304]
- article-paragraph: ΕΔΕΣΣΑ, 11.— Εἰς τὴν Σκύδραν συνεκροτήθη σύσκεψις τῶν γεωπόνων γεωργικῶν ἐφαρμογῶν τοῦ νομοῦ Πέλλης, κατὰ τὴν ὁποίαν ἐξητάσθησαν τὰ προβλήματα τῆς ἀγροτικῆς παραγωγῆς καὶ τῆς δενδροκομίας.: [447, 652, 844, 684]
- article-paragraph: Ἡ ἀνάκρισις συνεχίζεται καὶ ἐξετάζονται μάρτυρες οἱ ὁποῖοι εὑρίσκοντο εἰς τὴν περιοχὴν κατὰ τὴν ὥραν τοῦ ἐπεισοδίου.: [50, 690, 251, 722]
- article-paragraph: ΠΟΛΙΣ ΤΟΥ ΜΕΞΙΚΟΥ, 11. (Ῥόυτερ).— Οἱ προκριματικοὶ ἀγῶνες κολυμβήσεως θὰ διεξαχθοῦν εἰς τὴν Ὀλυμπιακὴν κολυμβητικὴν δεξαμενήν, ἡ ὁποία εἶναι ἐκ τῶν συγχρονεστέρων τοῦ κόσμου.: [1077, 1878, 1584, 1899]
- story-olympic-swimming: [1071, 1855, 1590, 2304]
- article-headline: ΣΥΛΛΗΨΙΣ ΚΛΕΠΤΟΥ ΕΙΣ ΤΗΝ ΚΑΒΑΛΑΝ: [265, 1693, 433, 1732]
- article-paragraph: Κατ' ἀνακοίνωσιν τῆς Τραπέζης τῆς Ἑλλάδος αἱ τιμαὶ τῶν χρυσῶν νομισμάτων διεμορφώθησαν ὡς ἑξῆς:: [265, 315, 433, 347]
- article: [1077, 560, 1584, 648]
- article-body: [858, 71, 1063, 135]
- rate-row: [265, 349, 433, 359]
- article: [265, 611, 433, 812]
- rate-name: Είκοσι φρ.: [265, 380, 316, 391]
- rate-row: [50, 1448, 251, 1458]
- rate-name: ΚΑΦΕΣ: [50, 1437, 76, 1448]
- article-paragraph: ΑΘΗΝΑΙ, 11.— Χορηγοῦνται ἄδειαι ἐξαγωγῆς ἀκατεργάστων δερμάτων εἰς τὴν Γιουγκοσλαβίαν καὶ βάμβακος εἰς τὸ Ἰσραὴλ ἐπὶ τῇ βάσει τῶν ἰσχυουσῶν ἐμπορικῶν συμφωνιῶν.: [1077, 528, 1584, 550]
- rate-value: 3,90: [230, 1375, 251, 1386]
- article-paragraph: ΑΘΗΝΑΙ, 11.— Ἐξ ἀφορμῆς τῆς οἰκονομικῆς κρίσεως ἐδημιουργήθη ἀνησυχία μεταξὺ τῶν ἐξαγωγέων διὰ τὴν τύχην τοῦ φορέως ἀσφαλίσεως τῶν ἐξαγωγῶν. Ἁρμόδιοι κύκλοι ὅμως διαβεβαιοῦν ὅτι οὐδεὶς λόγος ἀνησυχίας ὑπάρχει.: [265, 90, 433, 164]
- rate-row: [50, 1375, 251, 1385]
- article-paragraph: ΠΟΛΙΣ ΤΟΥ ΜΕΞΙΚΟΥ, 11.— Σήμερον πραγματοποιεῖται ἡ πανηγυρικὴ τελετὴ ἐνάρξεως τῶν Ὀλυμπιακῶν Ἀγώνων εἰς τὸ Ὀλυμπιακὸν Στάδιον τῆς πόλεως τοῦ Μεξικοῦ, παρουσίᾳ ἑκατοντάδων χιλιάδων θεατῶν καὶ ἀθλητῶν ἐκ πασῶν τῶν χωρῶν.: [1077, 1390, 1584, 1422]
- article-headline: Ο ΥΦΥΠΟΥΡΓΟΣ ΠΡΟΕΔΡΙΑΣ ΕΙΧΕ ΣΥΝΕΡΓΑΣΙΑΝ ΜΕΤΑ ΤΟΥ ΑΡΧΙΕΠΙΣΚΟΠΟΥ: [266, 428, 432, 524]
- article-paragraph: Κατὰ πληροφορίας ὁ κακοποιὸς ἐθεάθη νὰ ἀπομακρύνεται ταχέως πρὸς τὴν κατεύθυνσιν τῆς ἀγορᾶς.: [50, 1006, 251, 1038]
- article-headline: ΕΥΡΩΠΑΙΟΙ ΚΑΛΛΙΤΕΧΝΑΙ ΕΙΣ ΜΗΤΡΟΠΟΛΙΤΙΚΗΝ ΟΠΕΡΑ: [885, 463, 1036, 540]
- article-headline: ΔΙΑΦΑΝΗΣ ΟΡΟΦΗ ΣΤΗΡΙΖΟΜΕΝΗ ΕΙΣ ΤΟΝ ΑΕΡΑ: [865, 311, 1056, 369]
- article-headline: ΟΥΔΕΜΙΑ ΑΝΗΣΥΧΙΑ ΔΙΑ ΤΟΝ ΦΟΡΕΑ ΑΣΦΑΛΙΣΕΩΣ ΤΩΝ ΕΞΑΓΩΓΕΩΝ: [266, 10, 432, 86]
- rate-row: [50, 1396, 251, 1406]
- article-paragraph: ΑΘΗΝΑΙ, 11.— Ἀναζητοῦνται οἱ κληρονόμοι ἀποβιώσαντος εἰς Ἀμερικὴν ὁμογενοῦς, ὁ ὁποῖος κατέλιπε περιουσίαν ἀξίας 5.000 δολλαρίων.: [265, 1976, 433, 2030]
- article-headline: ΕΙΔΙΚΟΝ ΚΟΛΛΕΓΙΟΝ ΚΑΛΛΙΤΕΧΝΙΚΩΝ ΣΠΟΥΔΩΝ ΕΙΣ ΤΗΝ ΟΥΑΣΙΓΚΤΩΝ: [875, 151, 1046, 227]
- article-headline: Ο ΠΡΕΣΒΕΥΤΗΣ ΤΩΝ ΗΝΩΜΕΝΩΝ ΠΟΛΙΤΕΙΩΝ ΕΠΑΡΑΣΗΜΟΦΟΡΗΣΕ ΕΛΛΗΝΑ ΥΠΟΣΤΡΑΤΗΓΟΝ: [1135, 745, 1526, 784]
- article: [1077, 658, 1584, 728]
- rate-name: ΖΑΧΑΡΙΣ: [50, 1427, 86, 1438]
- article-paragraph: Ὁ φύλαξ τῆς ἑταιρείας ἀντελήφθη τὴν διάρρηξιν τὰς πρωινὰς ὥρας καὶ εἰδοποίησε τὴν ἀστυνομίαν. Αἱ ἔρευναι συνεχίζονται διὰ τὴν ἀνακάλυψιν τοῦ δράστου, ὁ ὁποῖος ἐγκατέλειψεν ἴχνη ἐπὶ τοῦ τόπου τῆς διαρρήξεως.: [50, 942, 251, 1005]
- article-headline: ΕΝΕΚΡΙΘΗ Η ΧΡΗΜΑΤΟΔΟΤΗΣΙΣ ΤΗΣ ΕΘΝΙΚΗΣ ΤΡΑΠΕΖΗΣ ΔΙΑ ΤΗΝ ΠΑΡΟΧΗΝ ΕΙΣ ΒΑΜΒΑΚΟΠΑΡΑΓΩΓΟΥΣ ΔΑΝΕΙΩΝ ΕΠ' ΕΝΕΧΥΡΩ ΕΚΚΟΚΚΙΣΜΕΝΟΥ ΚΑΙ ΣΥΣΠΟΡΟΥ ΒΑΜΒΑΚΟΣ: [457, 10, 834, 105]
- article-subhead: ΜΥΣΤΗΡΙΩΔΕΙΣ ΑΙ ΣΥΝΘΗΚΑΙ ΤΗΣ ΕΠΙΘΕΣΕΩΣ: [62, 504, 239, 534]
- article: [265, 1686, 433, 1787]
- article-paragraph: ΑΘΗΝΑΙ, 11.— Αναβιώνει ἡ Ἐγνατία ὁδός, μήκους 760 χιλιομέτρων, καὶ δι' αὐτῆς θὰ συνδεθῇ ἡ Ἡγουμενίτσα μὲ τὸν Ἕβρον. Ὁ νέος αὐτοκινητόδρομος θὰ κατασκευασθῇ κατὰ τὰ πλέον σύγχρονα πρότυπα καὶ θὰ ἀποτελέσῃ βασικὴν ἀρτηρίαν ἐπικοινωνίας διὰ τὴν Βόρειον Ἑλλάδα.: [50, 163, 251, 236]
- rate-row: [50, 1438, 251, 1448]
- article-body: [447, 237, 844, 269]
- article-headline: ΔΙΕΜΕΛΙΣΘΗ ΜΑΘΗΤΗΣ: [1235, 345, 1426, 365]
- article-headline: ΠΡΟΣΦΟΡΑ ΜΑΘΗΤΡΙΑΣ ΔΙΑ ΤΑ ΛΙΜΟΚΤΟΝΤΑ ΠΑΙΔΙΑ ΤΗΣ ΜΠΙΑΦΡΑ: [270, 617, 428, 713]
- article-paragraph: ΑΘΗΝΑΙ, 11.— Συμφώνως πρὸς τὰ στοιχεῖα τῶν ναυτικῶν γραφείων, μέχρι τοῦ τέλους τοῦ ἔτους θὰ ἐνσωματωθοῦν εἰς τὸν ἑλληνικὸν ἐμπορικὸν στόλον καὶ ἄλλα δεξαμενόπλοια μεγάλης χωρητικότητος, συνολικῆς χωρητικότητος 4.500.000 τόννων.: [1077, 91, 1584, 123]
- article-headline: ΣΥΝΕΚΡΟΤΗΘΗ ΕΙΣ ΤΗΝ ΣΚΥΔΡΑΝ ΣΥΣΚΕΨΙΣ ΤΩΝ ΓΕΩΠΟΝΩΝ ΓΕΩΡΓΙΚΩΝ ΕΦΑΡΜΟΓΩΝ: [462, 610, 829, 648]
- article: [858, 304, 1063, 446]
- article-paragraph: ΟΥΑΣΙΓΚΤΩΝ, 11. (Ἀν. Ἔπρ.).— Ἱδρύεται εἰς τὴν Οὐάσιγκτων εἰδικὸν κολλέγιον καλλιτεχνικῶν σπουδῶν, τὸ ὁποῖον θὰ δέχεται σπουδαστὰς ἐκ πασῶν τῶν πολιτειῶν. Τὸ κολλέγιον θὰ διαθέτῃ σύγχρονα ἐργαστήρια καὶ αἰθούσας συναυλιῶν.: [858, 230, 1063, 294]
- article-paragraph: Ἀπεφασίσθη ἡ ἐντατικοποίησις τῆς διαφωτίσεως τῶν παραγωγῶν διὰ τὴν ἐφαρμογὴν συγχρόνων μεθόδων καλλιεργείας καὶ τὴν καλυτέραν ἀξιοποίησιν τῶν προϊόντων.: [447, 708, 844, 730]
- rate-value: 3,10: [230, 1396, 251, 1406]
- article-body: [50, 1154, 251, 1273]
- article-body: [1077, 707, 1584, 728]
- article-headline: ΧΟΡΗΓΟΥΝΤΑΙ ΑΔΕΙΑΙ ΔΙΑ ΤΗΝ ΕΞΑΓΩΓΗΝ ΕΙΣ ΤΗΝ ΓΙΟΥΓΚΟΣΛΑΒΙΑΝ ΚΑΙ ΤΟ ΙΣΡΑΗΛ ΑΚΑΤΕΡΓΑΣΤΩΝ ΔΕΡΜΑΤΩΝ ΚΑΙ ΒΑΜΒΑΚΟΣ: [1077, 467, 1584, 525]
- article: [447, 1193, 1063, 1464]
- article-paragraph: ΑΘΗΝΑΙ, 11.— Ὁ ἐπισκεπτόμενος τὴν Ἑλλάδα Κύπριος ὑπουργὸς ἐπεσκέφθη χθὲς τὴν ἔκθεσιν πολεμικῆς ἱστορίας, ὅπου ἐξενάγηθη ὑπὸ ἀξιωματικῶν τοῦ Γενικοῦ Ἐπιτελείου Στρατοῦ καὶ ἐξέφρασε τὸν θαυμασμόν του.: [265, 1131, 433, 1206]
- article-body: [447, 1674, 1063, 1746]
- article-headline: ΟΙ ΠΡΟΚΡΙΜΑΤΙΚΟΙ ΚΟΛΥΜΒΗΣΕΩΣ: [1187, 1855, 1474, 1874]
- article-paragraph: ΑΘΗΝΑΙ, 11.— Βρέφος ἡλικίας 18 μηνῶν ὑπέστη δηλητηρίασιν ἐκ φαρμάκου, τὸ ὁποῖον εὑρῆκεν εἰς τὴν οἰκίαν, καὶ παρὰ τὰς προσπαθείας τῶν ἰατρῶν ἀπεβίωσεν ἐντὸς τοῦ νοσοκομείου.: [265, 1481, 433, 1545]
- article: [265, 1555, 433, 1676]
- rate-row: [265, 370, 433, 380]
- article-body: [1077, 307, 1584, 328]
- rate-row: [265, 401, 433, 411]
- article: [50, 1048, 251, 1273]
- article: [447, 610, 844, 730]
- article-paragraph: Αἱ θερμοκρασίαι χθὲς ἐσημείωσαν: Ἀθῆναι 12—20, Θεσσαλονίκη 10—18, Λάρισα 8—19, Ἰωάννινα 6—16, Ἡράκλειον 14—22, Ρόδος 15—24.: [265, 955, 433, 997]
- section-heading: ΕΙΣ ΤΑΣ ΤΡΑΠΕΖΑΣ: [708, 1427, 802, 1439]
- article: [265, 1414, 433, 1546]
- rate-row: [50, 1427, 251, 1437]
- article: [265, 10, 433, 218]
- rate-row: [265, 380, 433, 390]
- rate-name: Ναπολεόνιον: [265, 369, 321, 380]
- article-paragraph: ΑΘΗΝΑΙ, 11.— Ὁ κ. Καραμανῶς, ἔμπορος ἐκ Πάρου, ἐξέφρασε τὰς εὐχαριστίας του πρὸς τὴν κυβέρνησιν διὰ τὴν ταχεῖαν ἐπίλυσιν τοῦ προβλήματος τῆς ὑδρεύσεως τῆς νήσου.: [858, 654, 1063, 697]
